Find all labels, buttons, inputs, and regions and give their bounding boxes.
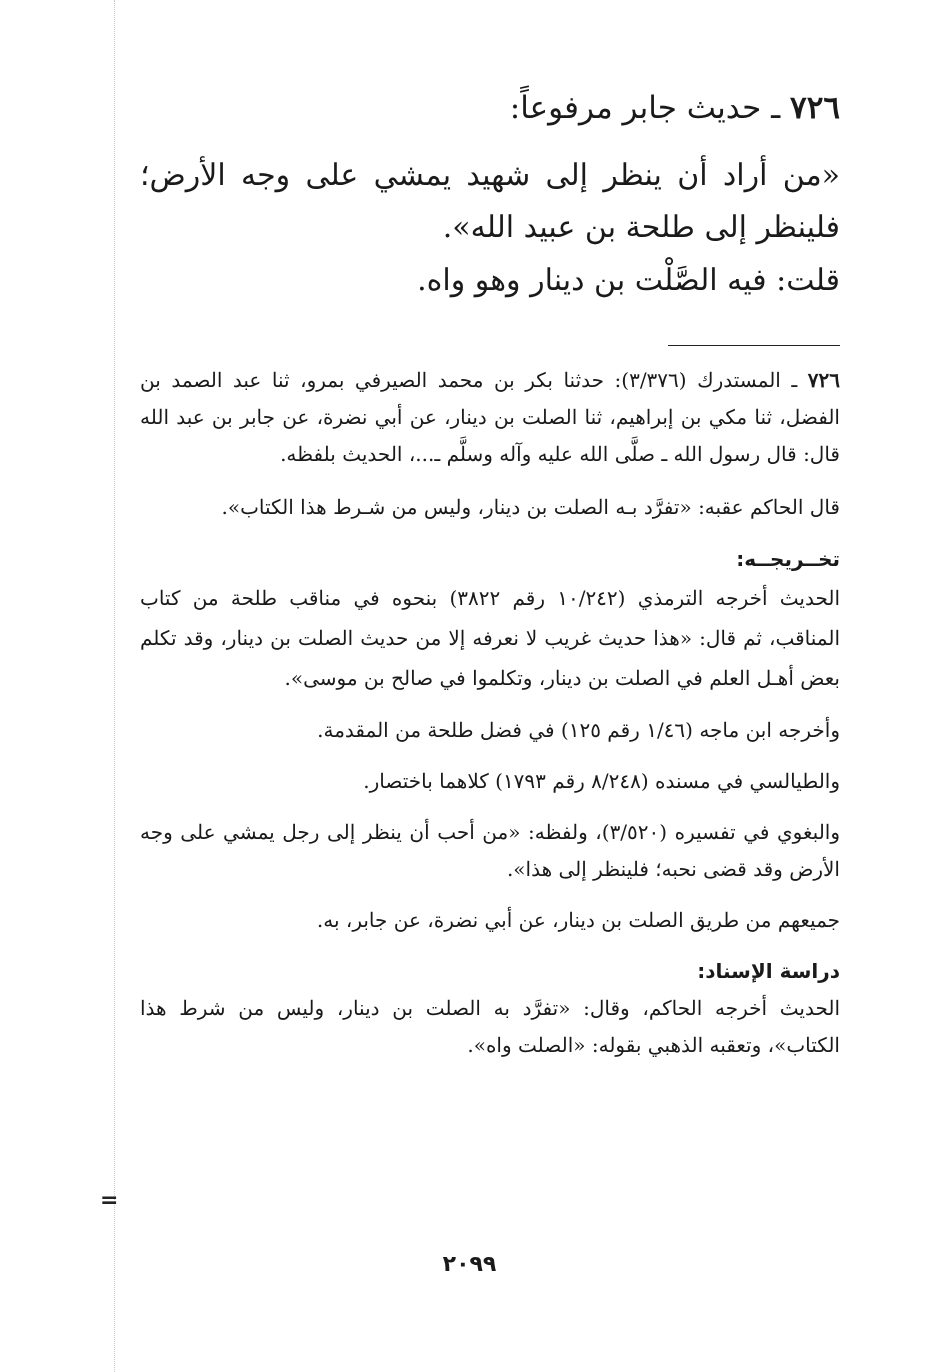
footnote-dash: ـ bbox=[791, 368, 798, 392]
footnote-separator bbox=[668, 345, 840, 346]
footnote-source-text: المستدرك (٣/٣٧٦): حدثنا بكر بن محمد الصيرفي بمرو، ثنا عبد الصمد بن الفضل، ثنا مكي بن إبراهيم، ثنا الصلت بن دينار، عن أبي نضرة، عن جابر بن عبد الله قال: قال رسول الله ـ صلَّى الله عليه وآله وسلَّم ـ...، الحديث بلفظه. bbox=[140, 368, 840, 466]
hadith-text: «من أراد أن ينظر إلى شهيد يمشي على وجه الأرض؛ فلينظر إلى طلحة بن عبيد الله». bbox=[140, 158, 840, 245]
takhrij-baghawi: والبغوي في تفسيره (٣/٥٢٠)، ولفظه: «من أحب أن ينظر إلى رجل يمشي على وجه الأرض وقد قضى نحبه؛ فلينظر إلى هذا». bbox=[140, 820, 840, 881]
author-comment: قلت: فيه الصَّلْت بن دينار وهو واه. bbox=[417, 263, 840, 298]
footnote-number: ٧٢٦ bbox=[807, 368, 841, 392]
entry-title: حديث جابر مرفوعاً: bbox=[509, 90, 762, 126]
takhrij-heading: تخــريجــه: bbox=[736, 547, 840, 571]
footnote-source bbox=[140, 362, 840, 473]
takhrij-summary: جميعهم من طريق الصلت بن دينار، عن أبي نضرة، عن جابر، به. bbox=[316, 908, 840, 932]
takhrij-tayalisi: والطيالسي في مسنده (٨/٢٤٨ رقم ١٧٩٣) كلاهما باختصار. bbox=[363, 769, 840, 793]
isnad-text: الحديث أخرجه الحاكم، وقال: «تفرَّد به الصلت بن دينار، وليس من شرط هذا الكتاب»، وتعقبه الذهبي بقوله: «الصلت واه». bbox=[140, 996, 840, 1057]
page-number: ٢٠٩٩ bbox=[442, 1252, 497, 1277]
margin-rule bbox=[114, 0, 115, 1372]
takhrij-ibn-majah: وأخرجه ابن ماجه (١/٤٦ رقم ١٢٥) في فضل طلحة من المقدمة. bbox=[317, 718, 840, 742]
footnotes bbox=[140, 362, 840, 1064]
entry-number: ٧٢٦ bbox=[790, 90, 840, 126]
entry-heading bbox=[140, 82, 840, 134]
takhrij-tirmidhi: الحديث أخرجه الترمذي (١٠/٢٤٢ رقم ٣٨٢٢) بنحوه في مناقب طلحة من كتاب المناقب، ثم قال: «هذا حديث غريب لا نعرفه إلا من حديث الصلت بن دينار، وقد تكلم بعض أهـل العلم في الصلت بن دينار، وتكلموا في صالح بن موسى». bbox=[140, 586, 841, 690]
entry-dash: ـ bbox=[771, 90, 781, 126]
isnad-heading: دراسة الإسناد: bbox=[697, 959, 840, 983]
hakim-comment: قال الحاكم عقبه: «تفرَّد بـه الصلت بن دينار، وليس من شـرط هذا الكتاب». bbox=[221, 495, 840, 519]
margin-mark: = bbox=[100, 1188, 119, 1213]
